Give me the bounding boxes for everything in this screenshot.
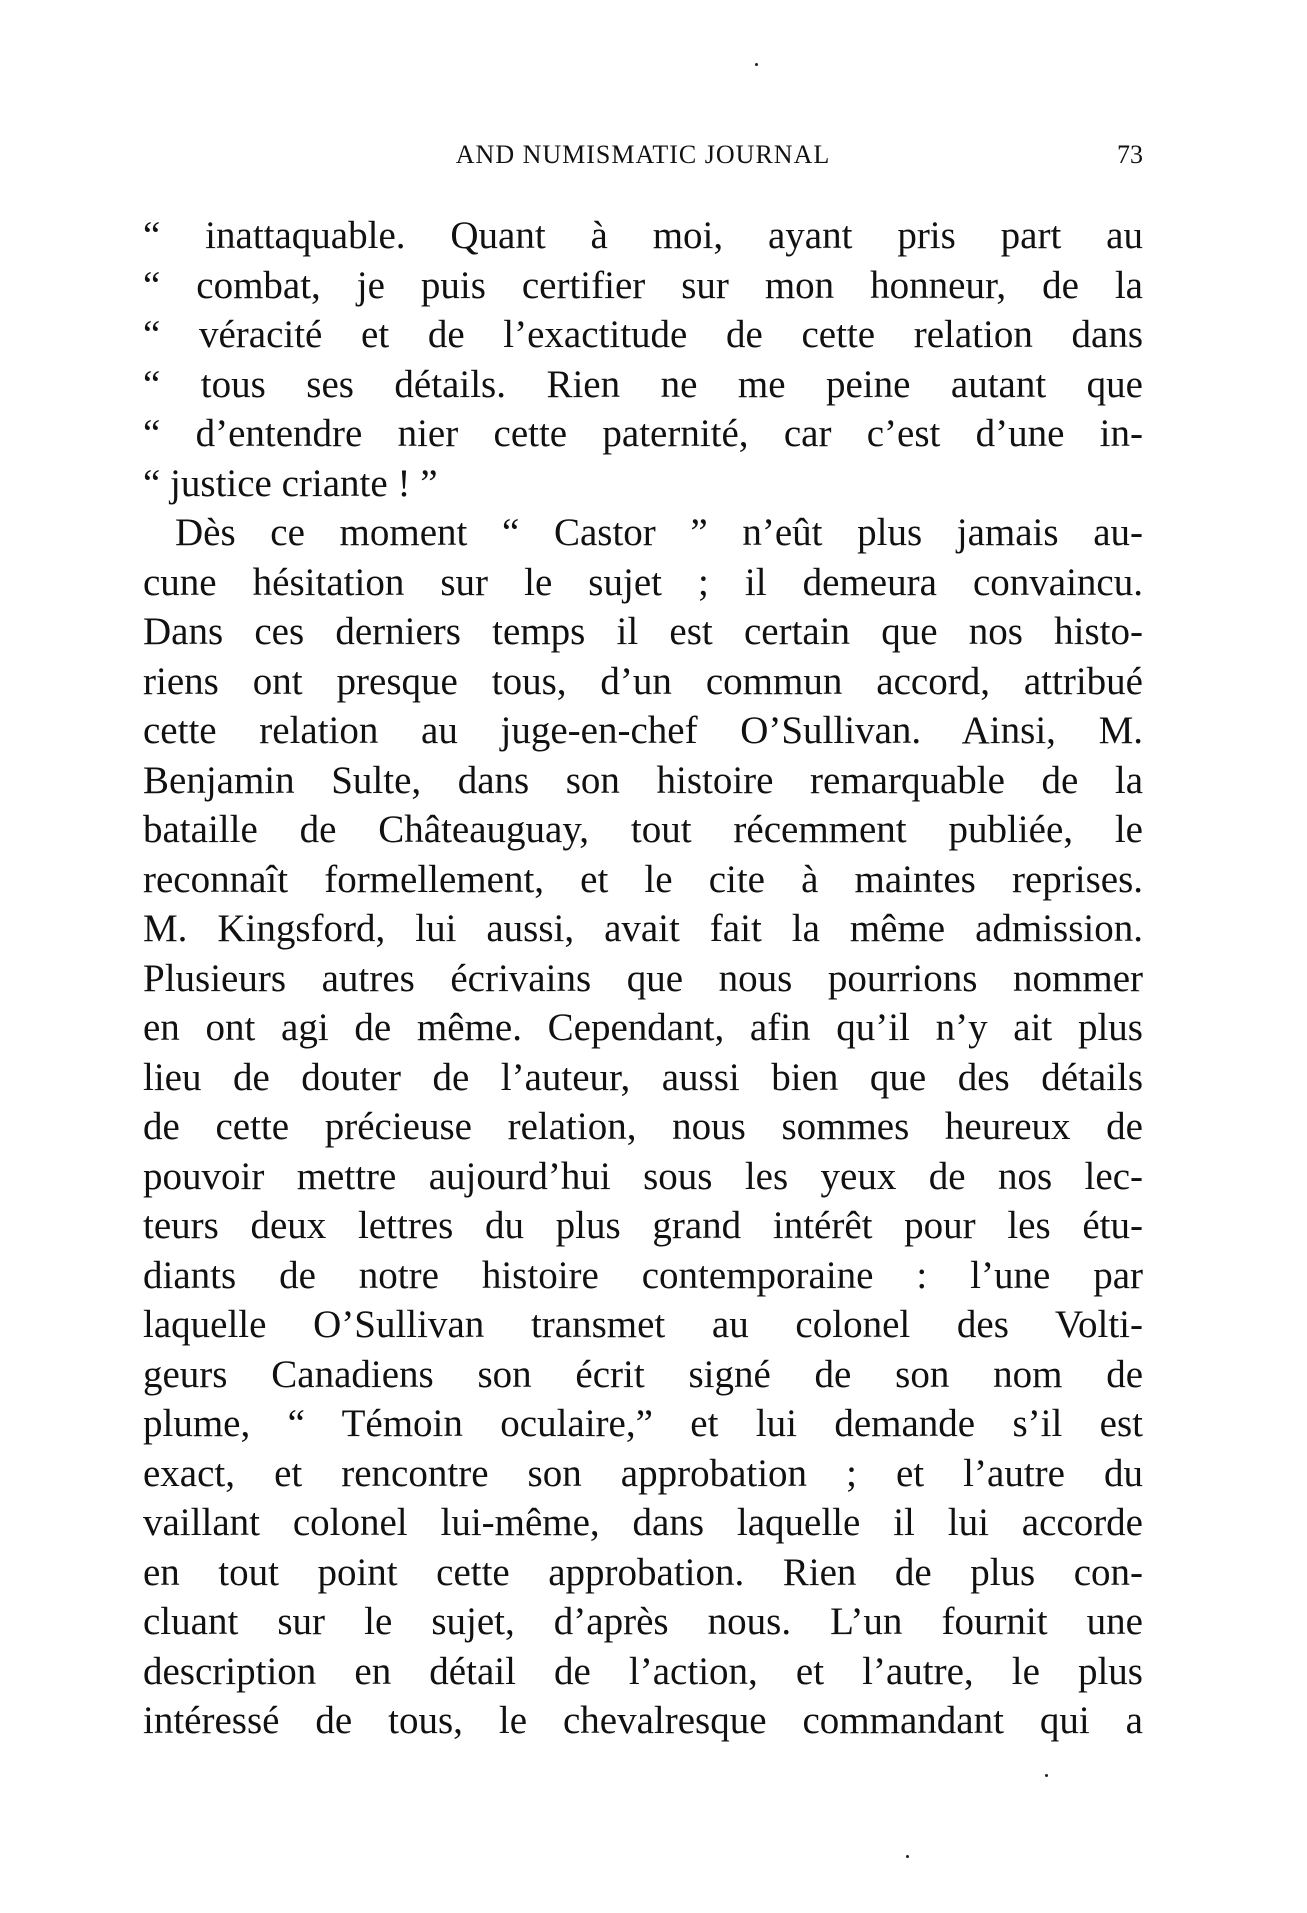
- text-line: en ont agi de même. Cependant, afin qu’il n’y ait plus: [143, 1006, 1143, 1049]
- text-line: reconnaît formellement, et le cite à maintes reprises.: [143, 857, 1143, 901]
- text-line: intéressé de tous, le chevalresque commandant qui a: [143, 1699, 1143, 1742]
- text-line: vaillant colonel lui-même, dans laquelle il lui accorde: [143, 1501, 1143, 1544]
- body-text: [143, 211, 1143, 1746]
- text-line: cluant sur le sujet, d’après nous. L’un fournit une: [143, 1600, 1143, 1643]
- text-line: cette relation au juge-en-chef O’Sullivan. Ainsi, M.: [143, 709, 1143, 752]
- text-line: bataille de Châteauguay, tout récemment publiée, le: [143, 808, 1143, 851]
- text-line: Plusieurs autres écrivains que nous pourrions nommer: [143, 956, 1143, 1000]
- text-line: plume, “ Témoin oculaire,” et lui demande s’il est: [143, 1402, 1143, 1445]
- text-line: “ inattaquable. Quant à moi, ayant pris part au: [143, 214, 1143, 257]
- text-line: geurs Canadiens son écrit signé de son nom de: [143, 1352, 1143, 1396]
- text-line: cune hésitation sur le sujet ; il demeura convaincu.: [143, 560, 1143, 604]
- text-line: diants de notre histoire contemporaine : l’une par: [143, 1253, 1143, 1297]
- text-line: lieu de douter de l’auteur, aussi bien que des détails: [143, 1055, 1143, 1099]
- text-line: de cette précieuse relation, nous sommes heureux de: [143, 1105, 1143, 1148]
- text-line: “ combat, je puis certifier sur mon honneur, de la: [143, 263, 1143, 307]
- text-line: description en détail de l’action, et l’autre, le plus: [143, 1649, 1143, 1693]
- text-line: pouvoir mettre aujourd’hui sous les yeux de nos lec-: [143, 1154, 1143, 1198]
- text-line: “ tous ses détails. Rien ne me peine autant que: [143, 362, 1143, 406]
- ink-speck-lower-right: [1045, 1774, 1048, 1777]
- text-line: exact, et rencontre son approbation ; et l’autre du: [143, 1451, 1143, 1495]
- text-line: en tout point cette approbation. Rien de plus con-: [143, 1550, 1143, 1594]
- text-line: “ justice criante ! ”: [143, 461, 438, 505]
- text-line: riens ont presque tous, d’un commun accord, attribué: [143, 659, 1143, 703]
- running-title: AND NUMISMATIC JOURNAL: [455, 140, 831, 169]
- page-header: [143, 140, 1143, 180]
- text-line: “ véracité et de l’exactitude de cette relation dans: [143, 313, 1143, 356]
- paragraph-first-line: Dès ce moment “ Castor ” n’eût plus jamais au-: [175, 511, 1143, 554]
- text-line: Dans ces derniers temps il est certain que nos histo-: [143, 610, 1143, 653]
- text-line: Benjamin Sulte, dans son histoire remarquable de la: [143, 758, 1143, 802]
- text-line: teurs deux lettres du plus grand intérêt pour les étu-: [143, 1204, 1143, 1247]
- ink-speck-bottom: [906, 1855, 909, 1858]
- text-line: laquelle O’Sullivan transmet au colonel des Volti-: [143, 1303, 1143, 1346]
- text-line: “ d’entendre nier cette paternité, car c’est d’une in-: [143, 412, 1143, 455]
- ink-speck-top: [755, 63, 758, 66]
- text-line: M. Kingsford, lui aussi, avait fait la même admission.: [143, 907, 1143, 950]
- page-number: 73: [1117, 140, 1143, 169]
